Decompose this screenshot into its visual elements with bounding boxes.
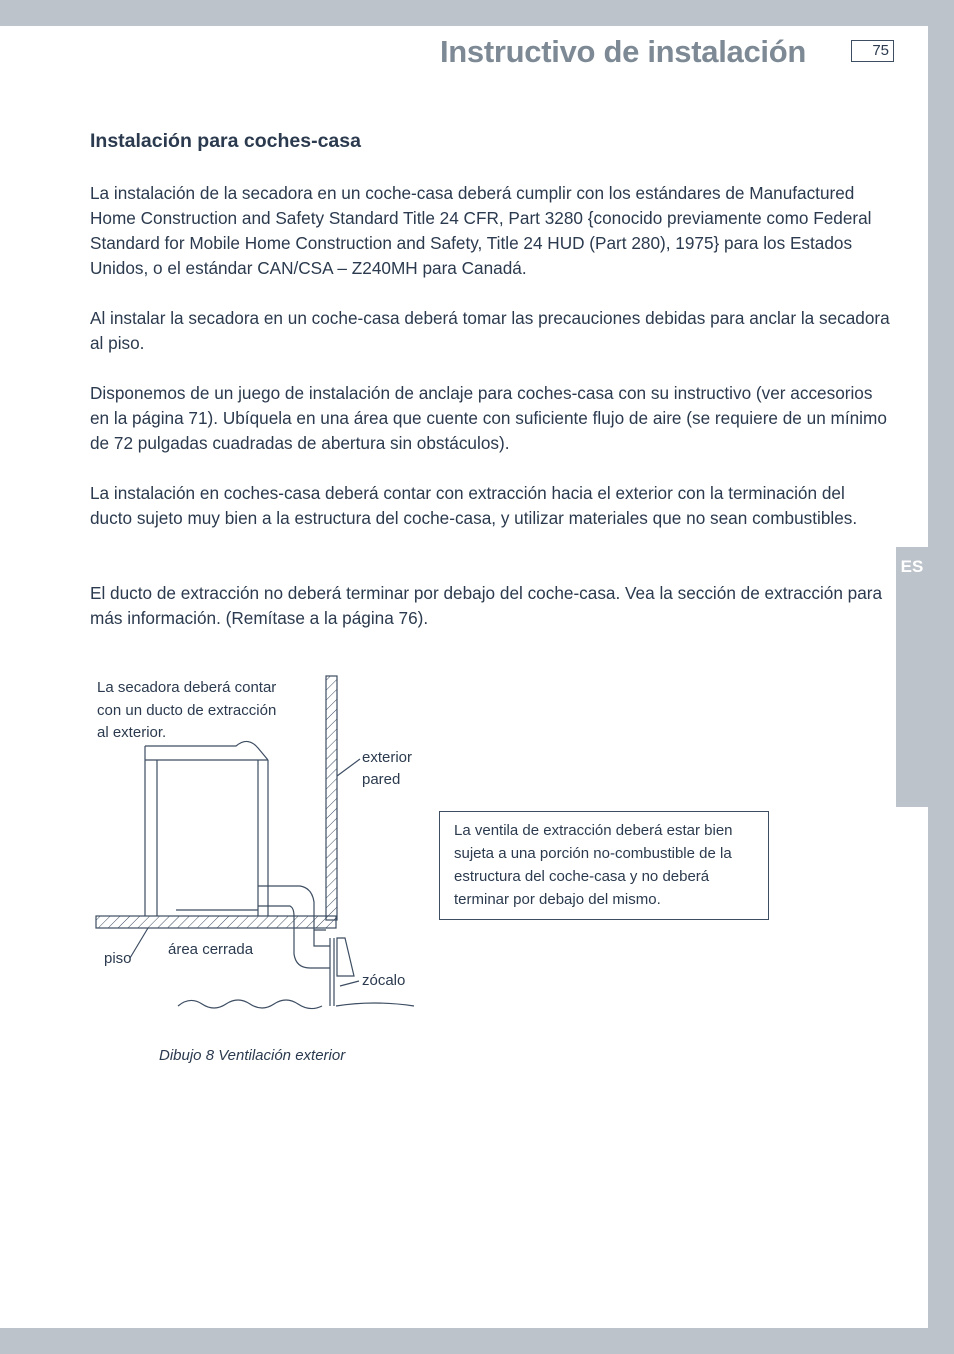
page-title: Instructivo de instalación — [439, 34, 806, 69]
floor-slab — [96, 916, 336, 928]
label-dryer-note-1: La secadora deberá contar — [97, 679, 277, 696]
label-wall-2: pared — [362, 771, 401, 788]
manual-page — [0, 26, 928, 1328]
label-wall-1: exterior — [362, 749, 413, 766]
figure-caption: Dibujo 8 Ventilación exterior — [159, 1047, 346, 1064]
paragraph-anchor: Al instalar la secadora en un coche-casa deberá tomar las precauciones debidas para anclar la secadora al piso. — [90, 308, 890, 353]
paragraph-kit: Disponemos de un juego de instalación de anclaje para coches-casa con su instructivo (ver accesorios en la página 71). Ubíquela en una área que cuente con suficiente flujo de aire (se requiere de un mínimo de 72 pulgadas cuadradas de abertura sin obstáculos). — [90, 383, 887, 453]
section-heading: Instalación para coches-casa — [90, 130, 361, 152]
label-floor: piso — [104, 950, 132, 967]
label-skirt: zócalo — [362, 972, 406, 989]
paragraph-standards: La instalación de la secadora en un coche-casa deberá cumplir con los estándares de Manufactured Home Construction and Safety Standard Title 24 CFR, Part 3280 {conocido previamente como Federal Standard for Mobile Home Construction and Safety, Title 24 HUD (Part 280), 1975} para los Estados Unidos, o el estándar CAN/CSA – Z240MH para Canadá. — [90, 183, 872, 278]
label-closed-area: área cerrada — [168, 941, 254, 958]
callout-box: La ventila de extracción deberá estar bien sujeta a una porción no-combustible de la estructura del coche-casa y no deberá terminar por debajo del mismo. — [439, 811, 769, 920]
exterior-wall — [326, 676, 337, 920]
paragraph-exhaust: La instalación en coches-casa deberá contar con extracción hacia el exterior con la terminación del ducto sujeto muy bien a la estructura del coche-casa, y utilizar materiales que no sean combustibles. — [90, 483, 858, 528]
language-tab-label: ES — [900, 557, 924, 576]
ground-line — [178, 1000, 322, 1009]
skirting — [330, 938, 334, 1006]
paragraph-termination: El ducto de extracción no deberá terminar por debajo del coche-casa. Vea la sección de extracción para más información. (Remítase a la página 76). — [90, 583, 883, 628]
label-dryer-note-3: al exterior. — [97, 724, 167, 741]
label-dryer-note-2: con un ducto de extracción — [97, 702, 277, 719]
page-number: 75 — [851, 40, 894, 62]
dryer-cabinet — [145, 741, 268, 916]
